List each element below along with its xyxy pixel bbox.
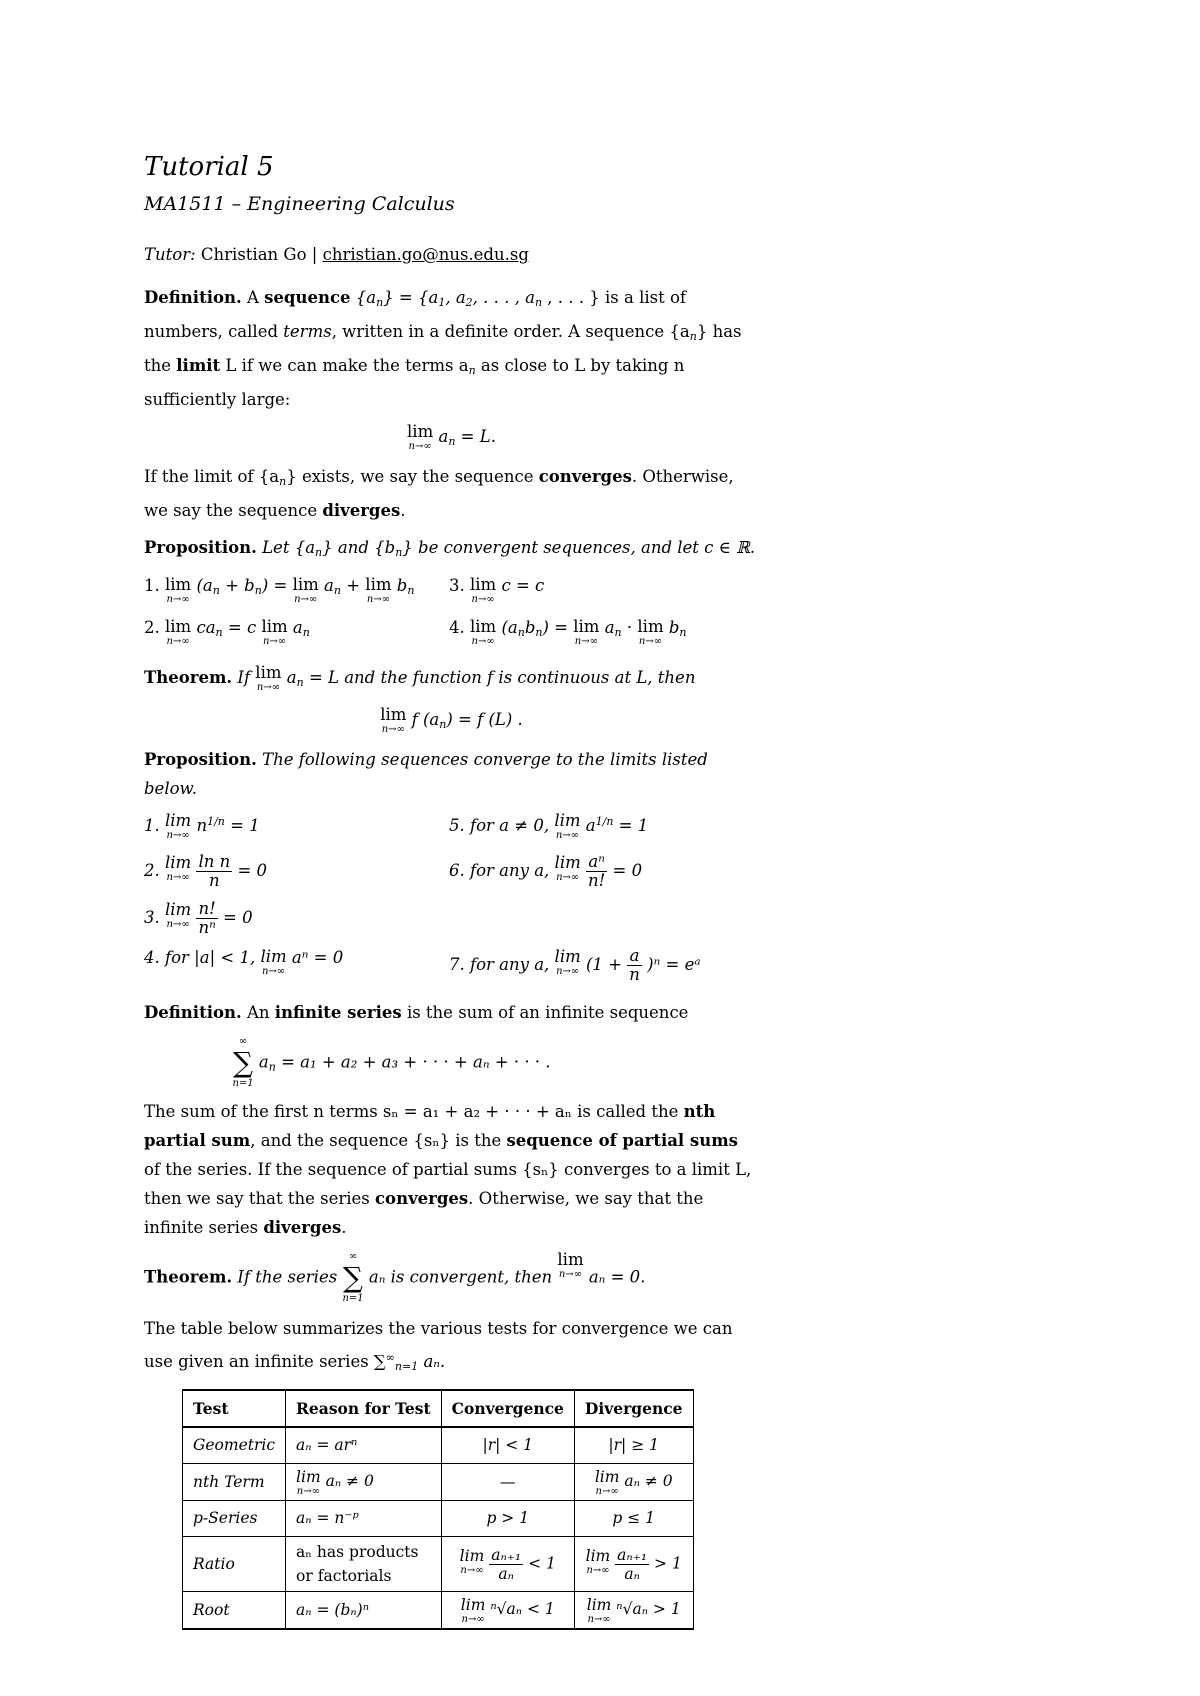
table-cell: lim n→∞ $\frac{\text{aₙ₊₁}}{\text{aₙ}}$ > 1 [574, 1537, 693, 1592]
text: } has the [144, 322, 742, 375]
sigma-operator: ∞ ∑ n=1 [232, 1036, 254, 1089]
standard-limit-5: 5. for a ≠ 0, lim n→∞ $a^{1/n} = 1$ [449, 811, 649, 841]
document-page [144, 150, 759, 1630]
proposition-heading: Proposition. [144, 538, 257, 557]
table-row [183, 1427, 694, 1464]
text: . Otherwise, we say the sequence [144, 467, 734, 520]
subscript: n [534, 296, 543, 309]
math: } = {a [383, 288, 439, 307]
proposition-limit-laws: Proposition. Let $\{a_n\}$ and $\{b_n\}$ be convergent sequences, and let c ∈ ℝ. [144, 538, 756, 559]
table-cell: lim n→∞ aₙ ≠ 0 [574, 1464, 693, 1501]
math: a [438, 427, 449, 446]
table-header: Reason for Test [286, 1390, 442, 1427]
standard-limit-2: 2. lim n→∞ $\frac{\text{ln n}}{n}$ = 0 [144, 852, 268, 890]
text: L if we can make the terms a [225, 356, 469, 375]
page-title: Tutorial 5 [144, 152, 274, 182]
text: } exists, we say the sequence [286, 467, 534, 486]
table-cell: Ratio [183, 1537, 286, 1592]
tutor-name: Christian Go | [200, 245, 318, 264]
text: A [246, 288, 259, 307]
tutor-label: Tutor: [144, 245, 196, 264]
limit-law-2: 2. lim n→∞ $ca_n = c$ lim n→∞ $a_n$ [144, 617, 310, 647]
limit-law-4: 4. lim n→∞ $(a_nb_n)$ = lim n→∞ $a_n$ · lim n→∞ $b_n$ [449, 617, 687, 647]
text: . [400, 501, 406, 520]
text: } and {b [322, 538, 396, 557]
subscript: 2 [465, 296, 473, 309]
subscript: 1 [438, 296, 446, 309]
definition-sequence [144, 283, 759, 414]
display-equation-series: ∞ ∑ n=1 $a_n = a_1 + a_2 + a_3$ + · · · + aₙ + · · · . [232, 1036, 551, 1089]
text: as close to L by taking n sufficiently large: [144, 356, 685, 409]
math: {a [355, 288, 377, 307]
proposition-standard-limits: Proposition. The following sequences converge to the limits listed below. [144, 750, 708, 798]
table-row [183, 1464, 694, 1501]
bold-term: converges [538, 467, 632, 486]
math: = L. [460, 427, 496, 446]
subscript: n [448, 435, 456, 448]
convergence-paragraph: If the limit of $\{a_n\}$ exists, we say the sequence converges. Otherwise, we say the sequence diverges. [144, 467, 734, 520]
convergence-tests-table [182, 1389, 694, 1630]
table-cell: lim n→∞ ⁿ√aₙ < 1 [441, 1592, 574, 1630]
table-cell: aₙ has products or factorials [286, 1537, 442, 1592]
theorem-heading: Theorem. [144, 668, 233, 687]
definition-heading: Definition. [144, 1003, 242, 1022]
table-cell: Root [183, 1592, 286, 1630]
table-intro: The table below summarizes the various tests for convergence we can use given an infinite series $\sum^\infty_{n=1}$ aₙ. [144, 1319, 733, 1373]
table-cell: lim n→∞ $\frac{\text{aₙ₊₁}}{\text{aₙ}}$ < 1 [441, 1537, 574, 1592]
text: , written in a definite order. A sequence {a [331, 322, 690, 341]
standard-limit-1: 1. lim n→∞ $n^{1/n} = 1$ [144, 811, 260, 841]
text: , . . . } is a list of numbers, called [144, 288, 687, 341]
subscript: n [689, 330, 697, 343]
theorem-divergence: Theorem. If the series ∞ ∑ n=1 aₙ is convergent, then lim n→∞ aₙ = 0. [144, 1250, 646, 1304]
bold-term: diverges [322, 501, 401, 520]
table-cell: |r| < 1 [441, 1427, 574, 1464]
standard-limit-7: 7. for any a, lim n→∞ (1 + $\frac{a}{n}$ )ⁿ = eᵃ [449, 946, 701, 984]
table-cell: aₙ = n⁻ᵖ [286, 1501, 442, 1537]
definition-heading: Definition. [144, 288, 242, 307]
subscript: n [376, 296, 384, 309]
table-cell: nth Term [183, 1464, 286, 1501]
table-cell: p-Series [183, 1501, 286, 1537]
table-cell: aₙ = arⁿ [286, 1427, 442, 1464]
table-cell: — [441, 1464, 574, 1501]
table-cell: p ≤ 1 [574, 1501, 693, 1537]
table-cell: Geometric [183, 1427, 286, 1464]
table-cell: p > 1 [441, 1501, 574, 1537]
table-header: Divergence [574, 1390, 693, 1427]
text: Let {a [262, 538, 316, 557]
table-cell: aₙ = (bₙ)ⁿ [286, 1592, 442, 1630]
tutor-email-link[interactable]: christian.go@nus.edu.sg [322, 245, 529, 264]
tutor-line [144, 240, 759, 269]
display-equation-limit [144, 422, 759, 456]
theorem-continuous-function: Theorem. If lim n→∞ $a_n = L$ and the function f is continuous at L, then [144, 663, 696, 693]
table-cell: lim n→∞ ⁿ√aₙ > 1 [574, 1592, 693, 1630]
standard-limit-empty [449, 900, 754, 937]
math: , a [445, 288, 466, 307]
limit-law-3: 3. lim n→∞ c = c [449, 575, 545, 605]
standard-limit-3: 3. lim n→∞ $\frac{n!}{\text{nⁿ}}$ = 0 [144, 899, 253, 937]
italic-term: terms [283, 322, 332, 341]
text: } be convergent sequences, and let c ∈ ℝ. [402, 538, 756, 557]
text: If the limit of {a [144, 467, 280, 486]
proposition-heading: Proposition. [144, 750, 257, 769]
definition-infinite-series: Definition. An infinite series is the sum of an infinite sequence [144, 1003, 689, 1022]
bold-term: sequence [264, 288, 351, 307]
table-header: Convergence [441, 1390, 574, 1427]
page-subtitle: MA1511 – Engineering Calculus [144, 193, 455, 215]
display-equation-continuity: lim n→∞ f $(a_n) = f$ (L) . [380, 705, 523, 735]
standard-limit-4: 4. for |a| < 1, lim n→∞ aⁿ = 0 [144, 947, 344, 977]
partial-sums-paragraph: The sum of the first n terms sₙ = a₁ + a₂ + · · · + aₙ is called the nth partial sum, and the sequence {sₙ} is the sequence of partial sums of the series. If the sequence of partial sums {sₙ} converges to a limit L, then we say that the series converges. Otherwise, we say that the infinite series diverges. [144, 1102, 752, 1237]
math: , . . . , a [472, 288, 535, 307]
table-cell: lim n→∞ aₙ ≠ 0 [286, 1464, 442, 1501]
table-header-row [183, 1390, 694, 1427]
limit-law-1: 1. lim n→∞ $(a_n + b_n)$ = lim n→∞ $a_n$ + lim n→∞ $b_n$ [144, 575, 415, 605]
table-row [183, 1501, 694, 1537]
standard-limit-6: 6. for any a, lim n→∞ $\frac{\text{aⁿ}}{n!}$ = 0 [449, 852, 643, 890]
theorem-heading: Theorem. [144, 1267, 233, 1287]
standard-limits-list [144, 811, 759, 984]
table-row [183, 1537, 694, 1592]
bold-term: limit [176, 356, 221, 375]
table-row [183, 1592, 694, 1630]
table-cell: |r| ≥ 1 [574, 1427, 693, 1464]
lim-operator: lim n→∞ [407, 422, 434, 452]
table-header: Test [183, 1390, 286, 1427]
limit-laws-list [144, 575, 759, 649]
subscript: n [468, 364, 476, 377]
